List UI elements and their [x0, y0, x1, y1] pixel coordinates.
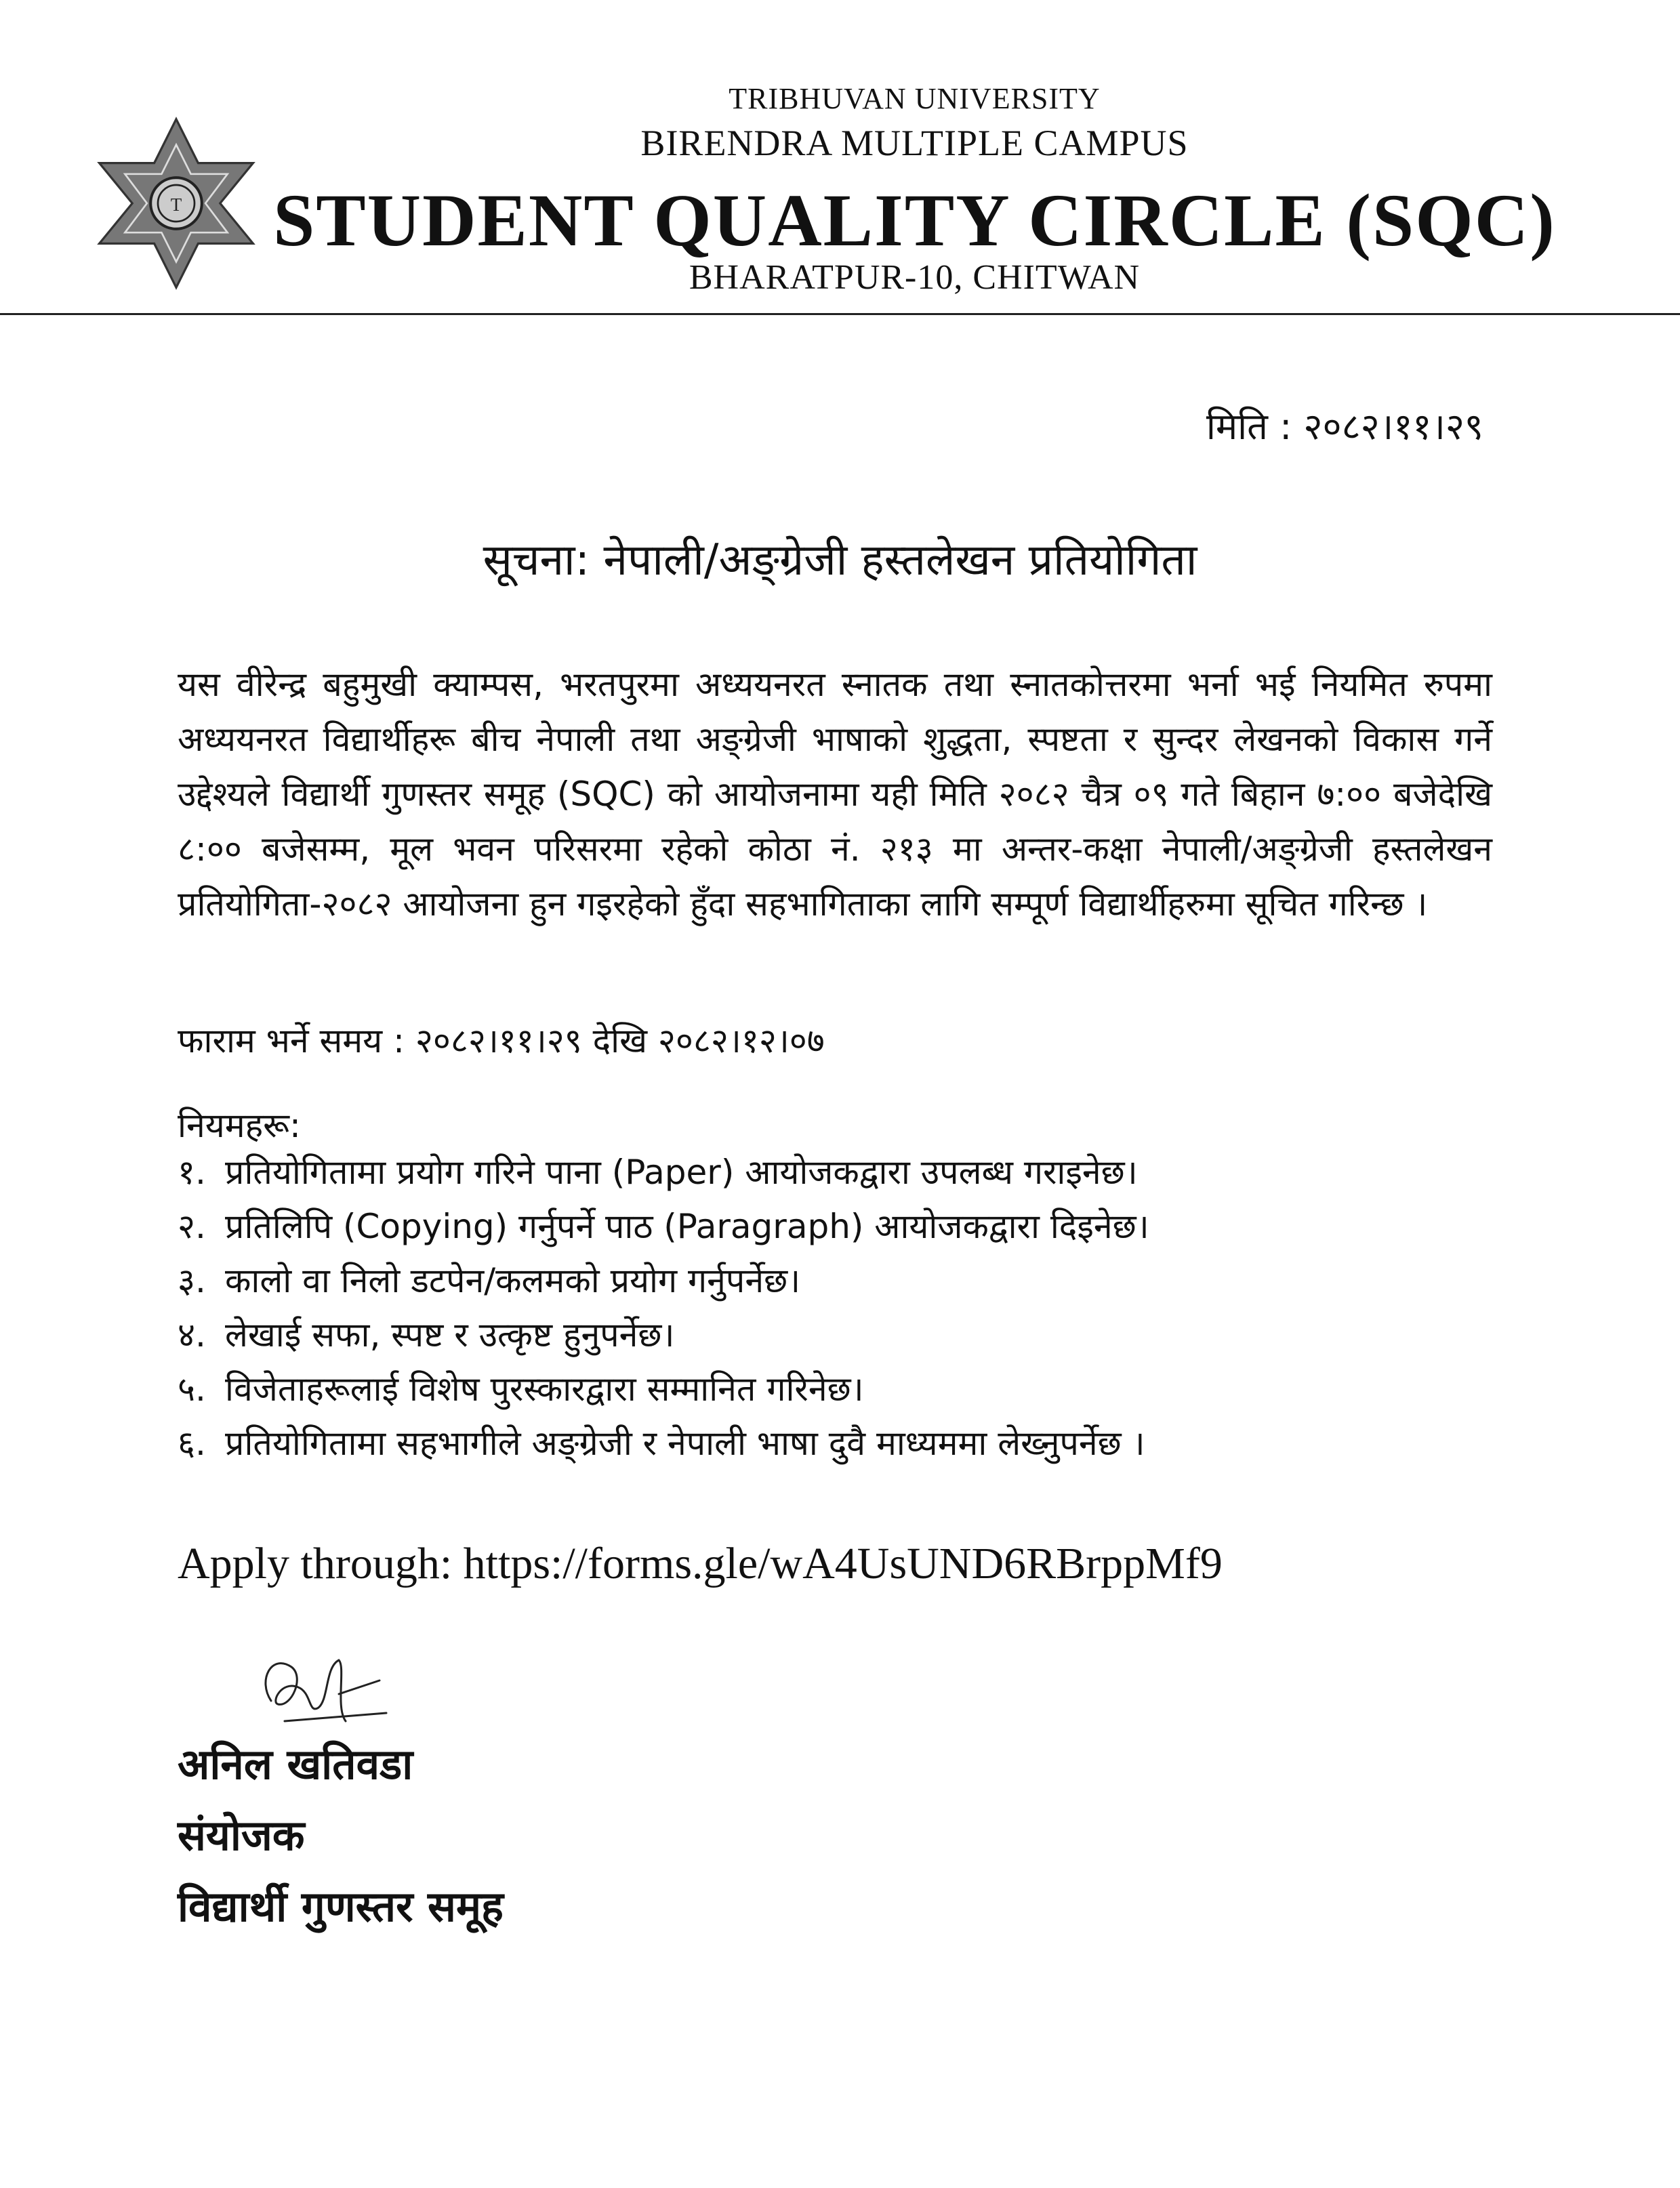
rule-text: विजेताहरूलाई विशेष पुरस्कारद्वारा सम्मानित गरिनेछ। — [225, 1369, 864, 1409]
rule-item — [178, 1416, 1519, 1470]
rule-item — [178, 1145, 1519, 1199]
rule-item — [178, 1308, 1519, 1362]
rule-item — [178, 1199, 1519, 1254]
rule-number: १. — [178, 1153, 206, 1192]
notice-title: सूचना: नेपाली/अङ्ग्रेजी हस्तलेखन प्रतियोगिता — [483, 535, 1197, 585]
notice-date: मिति : २०८२।११।२९ — [1206, 405, 1483, 448]
notice-body: यस वीरेन्द्र बहुमुखी क्याम्पस, भरतपुरमा अध्ययनरत स्नातक तथा स्नातकोत्तरमा भर्ना भई नियमित रुपमा अध्ययनरत विद्यार्थीहरू बीच नेपाली तथा अङ्ग्रेजी भाषाको शुद्धता, स्पष्टता र सुन्दर लेखनको विकास गर्ने उद्देश्यले विद्यार्थी गुणस्तर समूह (SQC) को आयोजनामा यही मिति २०८२ चैत्र ०९ गते बिहान ७:०० बजेदेखि ८:०० बजेसम्म, मूल भवन परिसरमा रहेको कोठा नं. २१३ मा अन्तर-कक्षा नेपाली/अङ्ग्रेजी हस्तलेखन प्रतियोगिता-२०८२ आयोजना हुन गइरहेको हुँदा सहभागिताका लागि सम्पूर्ण विद्यार्थीहरुमा सूचित गरिन्छ । — [178, 665, 1492, 924]
svg-text:T: T — [170, 194, 182, 215]
rule-number: ३. — [178, 1261, 206, 1300]
rule-item — [178, 1362, 1519, 1416]
signature-mark-icon — [244, 1640, 400, 1748]
rules-list — [178, 1145, 1519, 1470]
apply-link[interactable]: Apply through: https://forms.gle/wA4UsUND6RBrppMf9 — [178, 1539, 1223, 1588]
organization-title: STUDENT QUALITY CIRCLE (SQC) — [273, 179, 1556, 262]
rule-text: प्रतियोगितामा सहभागीले अङ्ग्रेजी र नेपाली भाषा दुवै माध्यममा लेख्नुपर्नेछ । — [225, 1424, 1145, 1463]
rules-heading: नियमहरू: — [178, 1106, 301, 1145]
form-submission-period: फाराम भर्ने समय : २०८२।११।२९ देखि २०८२।१२।०७ — [178, 1021, 825, 1060]
rule-text: कालो वा निलो डटपेन/कलमको प्रयोग गर्नुपर्नेछ। — [225, 1261, 801, 1300]
rule-number: ६. — [178, 1424, 206, 1463]
rule-text: प्रतिलिपि (Copying) गर्नुपर्ने पाठ (Paragraph) आयोजकद्वारा दिइनेछ। — [225, 1207, 1149, 1246]
signatory-organization: विद्यार्थी गुणस्तर समूह — [178, 1882, 504, 1931]
header-divider — [0, 313, 1680, 315]
rule-text: लेखाई सफा, स्पष्ट र उत्कृष्ट हुनुपर्नेछ। — [225, 1315, 675, 1355]
rule-number: ४. — [178, 1315, 206, 1355]
signatory-role: संयोजक — [178, 1811, 305, 1860]
rule-number: ५. — [178, 1369, 206, 1409]
signatory-name: अनिल खतिवडा — [178, 1739, 413, 1789]
rule-item — [178, 1254, 1519, 1308]
rule-text: प्रतियोगितामा प्रयोग गरिने पाना (Paper) आयोजकद्वारा उपलब्ध गराइनेछ। — [225, 1153, 1138, 1192]
university-name: TRIBHUVAN UNIVERSITY — [729, 82, 1101, 115]
rule-number: २. — [178, 1207, 206, 1246]
campus-address: BHARATPUR-10, CHITWAN — [689, 258, 1141, 297]
campus-name: BIRENDRA MULTIPLE CAMPUS — [640, 123, 1189, 163]
